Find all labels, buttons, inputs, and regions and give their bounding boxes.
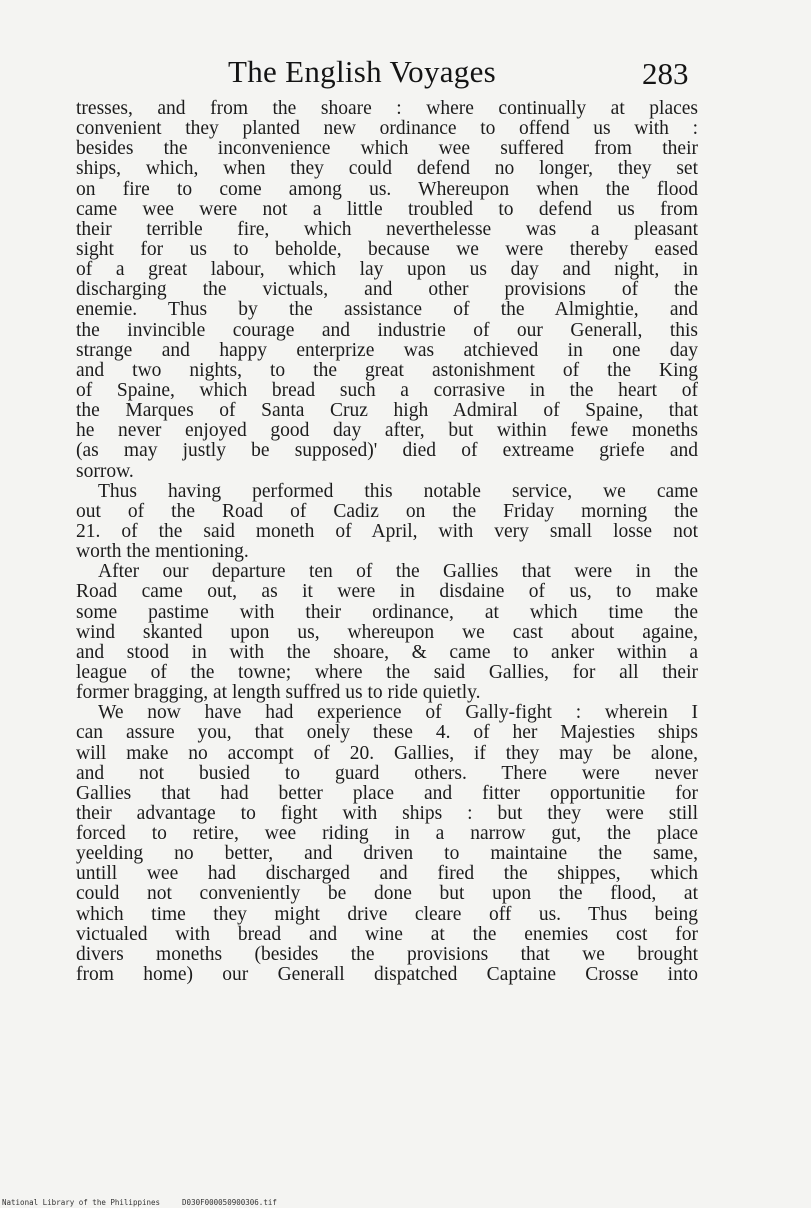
text-line: Road came out, as it were in disdaine of us, to make xyxy=(76,581,698,603)
text-line: ships, which, when they could defend no longer, they set xyxy=(76,158,698,180)
text-line: wind skanted upon us, whereupon we cast about againe, xyxy=(76,621,698,643)
text-line: former bragging, at length suffred us to ride quietly. xyxy=(76,682,481,704)
text-line: on fire to come among us. Whereupon when the flood xyxy=(76,178,698,200)
text-line: can assure you, that onely these 4. of her Majesties ships xyxy=(76,722,698,744)
text-line: their advantage to fight with ships : but they were still xyxy=(76,802,698,824)
text-line: some pastime with their ordinance, at which time the xyxy=(76,601,698,623)
text-line: of Spaine, which bread such a corrasive in the heart of xyxy=(76,379,698,401)
text-line: of a great labour, which lay upon us day and night, in xyxy=(76,259,698,281)
text-line: enemie. Thus by the assistance of the Almightie, and xyxy=(76,299,698,321)
text-line: he never enjoyed good day after, but within fewe moneths xyxy=(76,420,698,442)
text-line: the Marques of Santa Cruz high Admiral of Spaine, that xyxy=(76,400,698,422)
text-line: and not busied to guard others. There were never xyxy=(76,762,698,784)
text-line: worth the mentioning. xyxy=(76,541,249,563)
text-line: came wee were not a little troubled to defend us from xyxy=(76,198,698,220)
text-line: untill wee had discharged and fired the shippes, which xyxy=(76,863,698,885)
running-title: The English Voyages xyxy=(228,54,497,89)
text-line: discharging the victuals, and other provisions of the xyxy=(76,279,698,301)
text-line: Thus having performed this notable service, we came xyxy=(98,480,698,502)
text-line: besides the inconvenience which wee suffered from their xyxy=(76,138,698,160)
text-line: from home) our Generall dispatched Captaine Crosse into xyxy=(76,964,698,986)
text-line: yeelding no better, and driven to maintaine the same, xyxy=(76,843,698,865)
text-line: tresses, and from the shoare : where continually at places xyxy=(76,98,698,119)
text-line: divers moneths (besides the provisions that we brought xyxy=(76,943,698,965)
scan-footer xyxy=(2,1198,277,1207)
footer-file-id: D030F000050900306.tif xyxy=(182,1198,277,1207)
text-line: sight for us to beholde, because we were thereby eased xyxy=(76,238,698,260)
page-number: 283 xyxy=(642,56,689,91)
footer-library: National Library of the Philippines xyxy=(2,1198,161,1207)
text-line: 21. of the said moneth of April, with very small losse not xyxy=(76,520,698,542)
text-line: will make no accompt of 20. Gallies, if they may be alone, xyxy=(76,742,698,764)
text-line: out of the Road of Cadiz on the Friday morning the xyxy=(76,500,698,522)
text-line: We now have had experience of Gally-fight : wherein I xyxy=(98,702,698,724)
text-line: After our departure ten of the Gallies that were in the xyxy=(98,561,698,583)
text-line: the invincible courage and industrie of our Generall, this xyxy=(76,319,698,341)
text-line: Gallies that had better place and fitter opportunitie for xyxy=(76,782,698,804)
text-line: could not conveniently be done but upon the flood, at xyxy=(76,883,698,905)
text-line: victualed with bread and wine at the enemies cost for xyxy=(76,923,698,945)
text-line: (as may justly be supposed)' died of extreame griefe and xyxy=(76,440,698,462)
text-line: sorrow. xyxy=(76,460,134,482)
text-line: and two nights, to the great astonishment of the King xyxy=(76,359,698,381)
text-line: forced to retire, wee riding in a narrow gut, the place xyxy=(76,823,698,845)
text-line: strange and happy enterprize was atchieved in one day xyxy=(76,339,698,361)
text-line: which time they might drive cleare off us. Thus being xyxy=(76,903,698,925)
text-line: convenient they planted new ordinance to offend us with : xyxy=(76,118,698,140)
text-line: league of the towne; where the said Gallies, for all their xyxy=(76,661,698,683)
text-line: their terrible fire, which neverthelesse was a pleasant xyxy=(76,218,698,240)
text-line: and stood in with the shoare, & came to anker within a xyxy=(76,641,698,663)
body-text xyxy=(76,99,698,985)
